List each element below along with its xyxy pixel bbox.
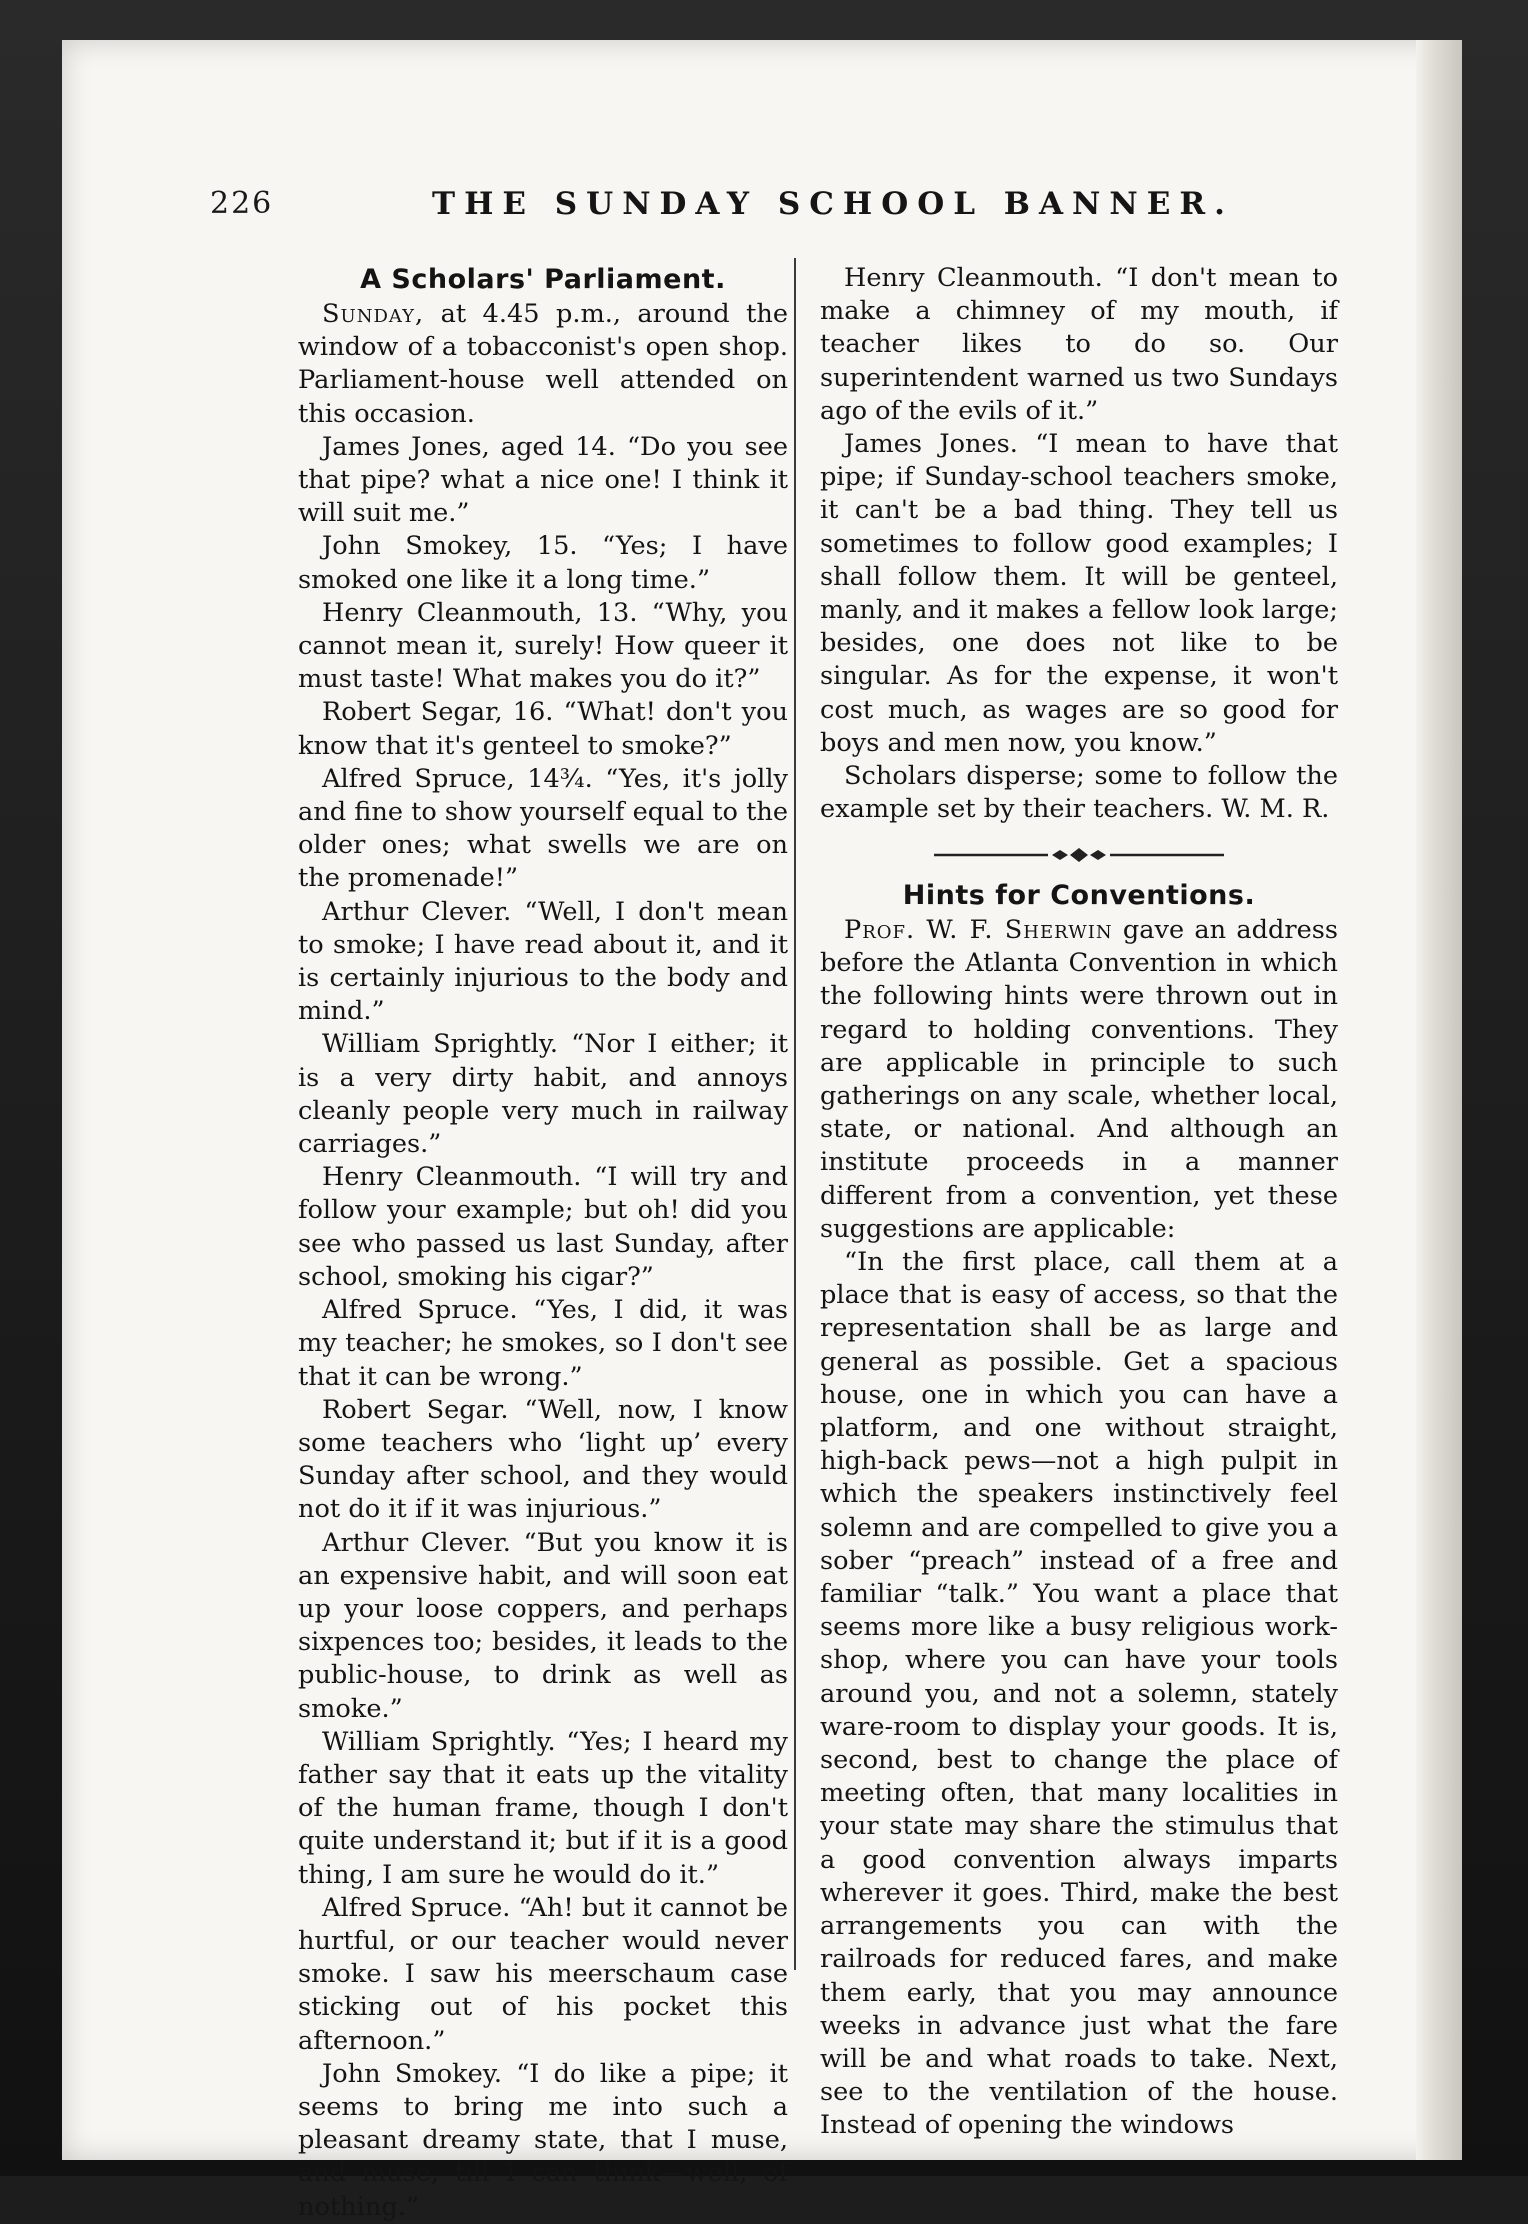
article-paragraph: Scholars disperse; some to follow the example set by their teachers. W. M. R. <box>820 761 1338 825</box>
running-title: THE SUNDAY SCHOOL BANNER. <box>432 186 1234 222</box>
scholars-parliament-continuation <box>820 262 1338 826</box>
article-title-hints-for-conventions: Hints for Conventions. <box>902 880 1256 911</box>
article-paragraph: Alfred Spruce, 14¾. “Yes, it's jolly and fine to show yourself equal to the older ones; what swells we are on the promenade!” <box>298 763 788 894</box>
article-paragraph: “In the first place, call them at a place that is easy of access, so that the representation shall be as large and general as possible. Get a spacious house, one in which you can have a platform, and one without straight, high-back pews—not a high pulpit in which the speakers instinctively feel solemn and are compelled to give you a sober “preach” instead of a free and familiar “talk.” You want a place that seems more like a busy religious work-shop, where you can have your tools around you, and not a solemn, stately ware-room to display your goods. It is, second, best to change the place of meeting often, that many localities in your state may share the stimulus that a good convention always imparts wherever it goes. Third, make the best arrangements you can with the railroads for reduced fares, and make them early, that you may announce weeks in advance just what the fare will be and what roads to take. Next, see to the ventilation of the house. Instead of opening the windows <box>820 1247 1338 2141</box>
article-paragraph: Alfred Spruce. “Ah! but it cannot be hurtful, or our teacher would never smoke. I saw his meerschaum case sticking out of his pocket this afternoon.” <box>298 1892 788 2056</box>
article-paragraph: Henry Cleanmouth. “I don't mean to make a chimney of my mouth, if teacher likes to do so. Our superintendent warned us two Sundays ago of the evils of it.” <box>820 263 1338 426</box>
article-paragraph: Arthur Clever. “But you know it is an expensive habit, and will soon eat up your loose coppers, and perhaps sixpences too; besides, it leads to the public-house, to drink as well as smoke.” <box>298 1527 788 1724</box>
article-paragraph: John Smokey. “I do like a pipe; it seems to bring me into such a pleasant dreamy state, that I muse, and muse, till I can think—well, of nothing.” <box>298 2058 788 2222</box>
article-paragraph <box>820 914 1338 1246</box>
page-number: 226 <box>210 186 274 221</box>
paragraph-text: at 4.45 p.m., around the window of a tobacconist's open shop. Parliament-house well attended on this occasion. <box>298 299 788 429</box>
article-paragraph: James Jones, aged 14. “Do you see that pipe? what a nice one! I think it will suit me.” <box>298 431 788 529</box>
article-paragraph <box>298 298 788 431</box>
paragraph-lead: Sunday, <box>322 299 425 329</box>
article-paragraph: Arthur Clever. “Well, I don't mean to smoke; I have read about it, and it is certainly injurious to the body and mind.” <box>298 896 788 1027</box>
article-paragraph: William Sprightly. “Yes; I heard my father say that it eats up the vitality of the human frame, though I don't quite understand it; but if it is a good thing, I am sure he would do it.” <box>298 1726 788 1890</box>
paragraph-lead: Prof. W. F. Sherwin <box>844 915 1113 945</box>
article-paragraph: Alfred Spruce. “Yes, I did, it was my teacher; he smokes, so I don't see that it can be wrong.” <box>298 1295 788 1392</box>
left-column <box>298 262 788 2224</box>
article-paragraph: Robert Segar, 16. “What! don't you know that it's genteel to smoke?” <box>298 697 788 761</box>
article-paragraph: James Jones. “I mean to have that pipe; if Sunday-school teachers smoke, it can't be a bad thing. They tell us sometimes to follow good examples; I shall follow them. It will be genteel, manly, and it makes a fellow look large; besides, one does not like to be singular. As for the expense, it won't cost much, as wages are so good for boys and men now, you know.” <box>820 429 1338 758</box>
paragraph-text: gave an address before the Atlanta Convention in which the following hints were thrown out in regard to holding conventions. They are applicable in principle to such gatherings on any scale, whether local, state, or national. And although an institute proceeds in a manner different from a convention, yet these suggestions are applicable: <box>820 915 1338 1244</box>
article-paragraph: William Sprightly. “Nor I either; it is a very dirty habit, and annoys cleanly people very much in railway carriages.” <box>298 1029 788 1160</box>
hints-for-conventions-article <box>820 842 1338 2143</box>
article-title-scholars-parliament: A Scholars' Parliament. <box>360 264 726 295</box>
article-paragraph: Robert Segar. “Well, now, I know some teachers who ‘light up’ every Sunday after school, and they would not do it if it was injurious.” <box>298 1394 788 1525</box>
article-paragraph: Henry Cleanmouth, 13. “Why, you cannot mean it, surely! How queer it must taste! What makes you do it?” <box>298 597 788 695</box>
ornamental-divider <box>934 842 1224 868</box>
article-paragraph: John Smokey, 15. “Yes; I have smoked one like it a long time.” <box>298 531 788 595</box>
page-edge-shadow <box>1416 40 1462 2160</box>
article-paragraph: Henry Cleanmouth. “I will try and follow your example; but oh! did you see who passed us last Sunday, after school, smoking his cigar?” <box>298 1162 788 1292</box>
page-header <box>210 186 1234 234</box>
column-rule <box>794 258 796 1970</box>
